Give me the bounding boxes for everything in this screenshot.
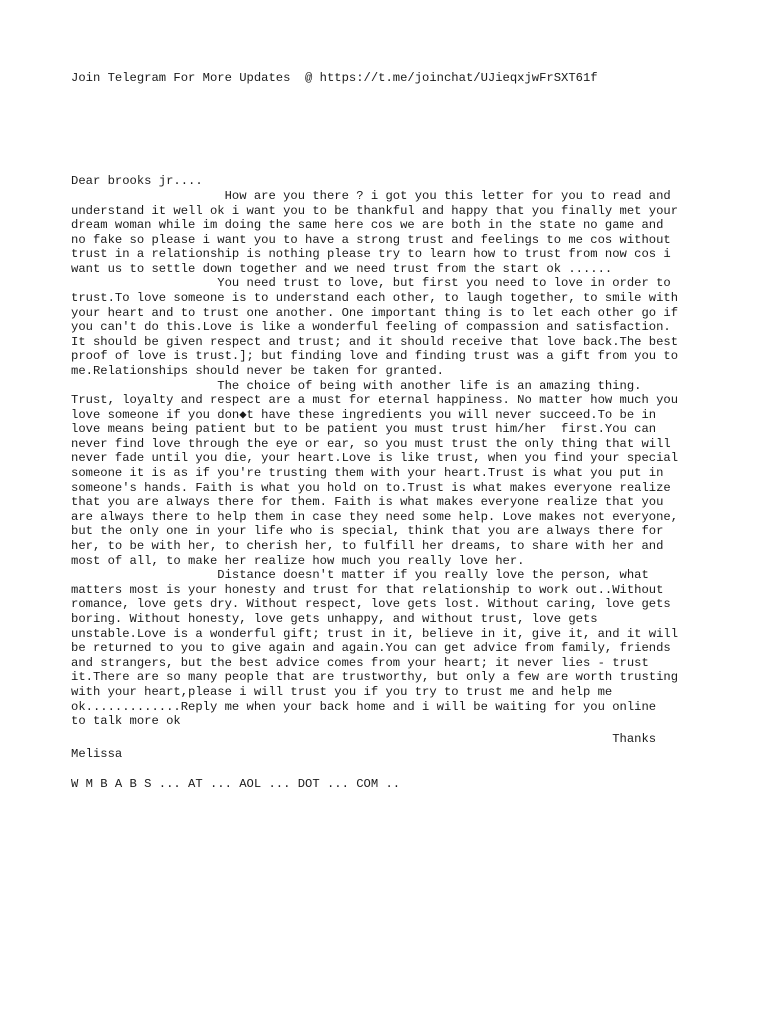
body-line: romance, love gets dry. Without respect, love gets lost. Without caring, love gets <box>71 597 671 611</box>
body-line: it.There are so many people that are trustworthy, but only a few are worth trusting <box>71 670 679 684</box>
email-line: W M B A B S ... AT ... AOL ... DOT ... COM .. <box>71 777 401 791</box>
body-line: trust in a relationship is nothing please try to learn how to trust from now cos i <box>71 247 671 261</box>
body-line: ok.............Reply me when your back home and i will be waiting for you online <box>71 699 657 714</box>
body-line: The choice of being with another life is an amazing thing. <box>71 378 642 393</box>
body-line: someone's hands. Faith is what you hold on to.Trust is what makes everyone realize <box>71 480 671 495</box>
telegram-header: Join Telegram For More Updates @ https://t.me/joinchat/UJieqxjwFrSXT61f <box>71 71 598 85</box>
body-line: boring. Without honesty, love gets unhappy, and without trust, love gets <box>71 612 598 626</box>
body-line: someone it is as if you're trusting them with your heart.Trust is what you put in <box>71 466 664 480</box>
body-line: never fade until you die, your heart.Love is like trust, when you find your special <box>71 451 679 465</box>
body-line: you can't do this.Love is like a wonderful feeling of compassion and satisfaction. <box>71 320 671 334</box>
body-line: trust.To love someone is to understand each other, to laugh together, to smile with <box>71 291 679 305</box>
body-line: love someone if you don◆t have these ingredients you will never succeed.To be in <box>71 407 657 422</box>
body-line: unstable.Love is a wonderful gift; trust in it, believe in it, give it, and it will <box>71 626 679 641</box>
body-line: understand it well ok i want you to be thankful and happy that you finally met your <box>71 203 679 218</box>
body-line: be returned to you to give again and again.You can get advice from family, friends <box>71 641 671 655</box>
body-line: Distance doesn't matter if you really love the person, what <box>71 568 649 582</box>
body-line: It should be given respect and trust; and it should receive that love back.The best <box>71 334 679 349</box>
body-line: are always there to help them in case they need some help. Love makes not everyone, <box>71 509 679 524</box>
body-line: want us to settle down together and we need trust from the start ok ...... <box>71 261 613 276</box>
body-line: me.Relationships should never be taken for granted. <box>71 363 444 378</box>
body-line: Trust, loyalty and respect are a must for eternal happiness. No matter how much you <box>71 393 679 407</box>
body-line: You need trust to love, but first you need to love in order to <box>71 276 671 290</box>
body-line: and strangers, but the best advice comes from your heart; it never lies - trust <box>71 655 649 670</box>
body-line: most of all, to make her realize how much you really love her. <box>71 553 525 568</box>
body-line: to talk more ok <box>71 714 181 728</box>
body-line: your heart and to trust one another. One important thing is to let each other go if <box>71 305 679 320</box>
body-line: her, to be with her, to cherish her, to fulfill her dreams, to share with her and <box>71 539 664 553</box>
body-line: with your heart,please i will trust you if you try to trust me and help me <box>71 685 613 699</box>
body-line: matters most is your honesty and trust for that relationship to work out..Without <box>71 582 664 597</box>
body-line: love means being patient but to be patient you must trust him/her first.You can <box>71 422 657 436</box>
signature: Melissa <box>71 747 123 761</box>
salutation: Dear brooks jr.... <box>71 174 203 188</box>
body-line: that you are always there for them. Faith is what makes everyone realize that you <box>71 495 664 509</box>
body-line: but the only one in your life who is special, think that you are always there for <box>71 524 664 538</box>
body-line: How are you there ? i got you this letter for you to read and <box>71 189 671 203</box>
body-line: no fake so please i want you to have a strong trust and feelings to me cos without <box>71 232 671 247</box>
body-line: proof of love is trust.]; but finding love and finding trust was a gift from you to <box>71 349 679 363</box>
closing: Thanks <box>71 732 657 746</box>
body-line: dream woman while im doing the same here cos we are both in the state no game and <box>71 218 664 232</box>
body-line: never find love through the eye or ear, so you must trust the only thing that will <box>71 436 671 451</box>
